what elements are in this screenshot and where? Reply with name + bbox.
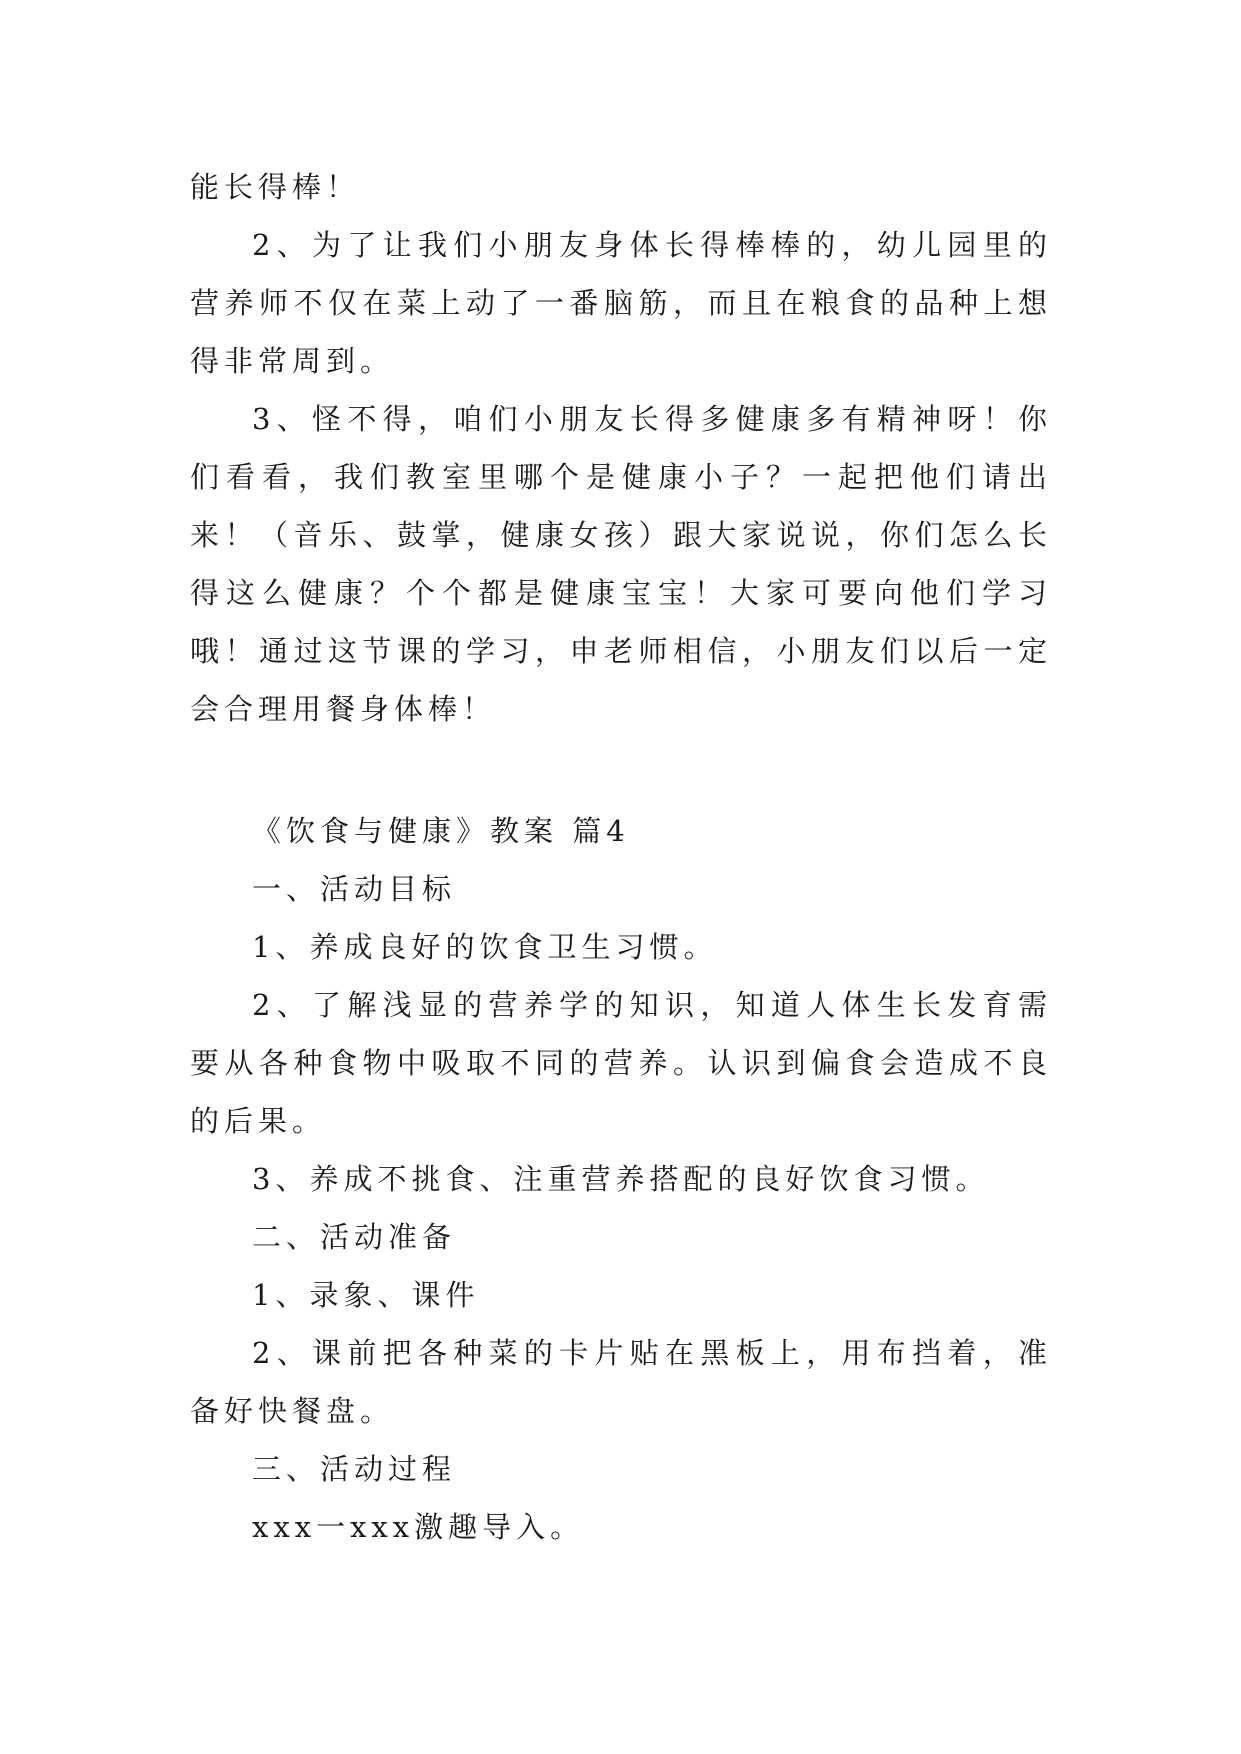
prep-item-2: 2、课前把各种菜的卡片贴在黑板上，用布挡着，准备好快餐盘。 (190, 1336, 1052, 1428)
heading-activity-prep: 二、活动准备 (252, 1220, 457, 1254)
document-body (190, 158, 1052, 1556)
goal-item-3: 3、养成不挑食、注重营养搭配的良好饮食习惯。 (252, 1162, 990, 1196)
process-item-1: xxx一xxx激趣导入。 (252, 1510, 585, 1544)
heading-activity-process: 三、活动过程 (252, 1452, 457, 1486)
prep-item-1: 1、录象、课件 (252, 1278, 480, 1312)
paragraph-item-3: 3、怪不得，咱们小朋友长得多健康多有精神呀！你们看看，我们教室里哪个是健康小子？一起把他们请出来！（音乐、鼓掌，健康女孩）跟大家说说，你们怎么长得这么健康？个个都是健康宝宝！大家可要向他们学习哦！通过这节课的学习，申老师相信，小朋友们以后一定会合理用餐身体棒！ (190, 402, 1052, 726)
goal-item-2: 2、了解浅显的营养学的知识，知道人体生长发育需要从各种食物中吸取不同的营养。认识到偏食会造成不良的后果。 (190, 988, 1052, 1138)
paragraph-item-2: 2、为了让我们小朋友身体长得棒棒的，幼儿园里的营养师不仅在菜上动了一番脑筋，而且在粮食的品种上想得非常周到。 (190, 228, 1052, 378)
heading-activity-goals: 一、活动目标 (252, 872, 457, 906)
goal-item-1: 1、养成良好的饮食卫生习惯。 (252, 930, 718, 964)
section-title: 《饮食与健康》教案 篇4 (252, 814, 630, 848)
paragraph-continuation: 能长得棒！ (190, 170, 361, 204)
